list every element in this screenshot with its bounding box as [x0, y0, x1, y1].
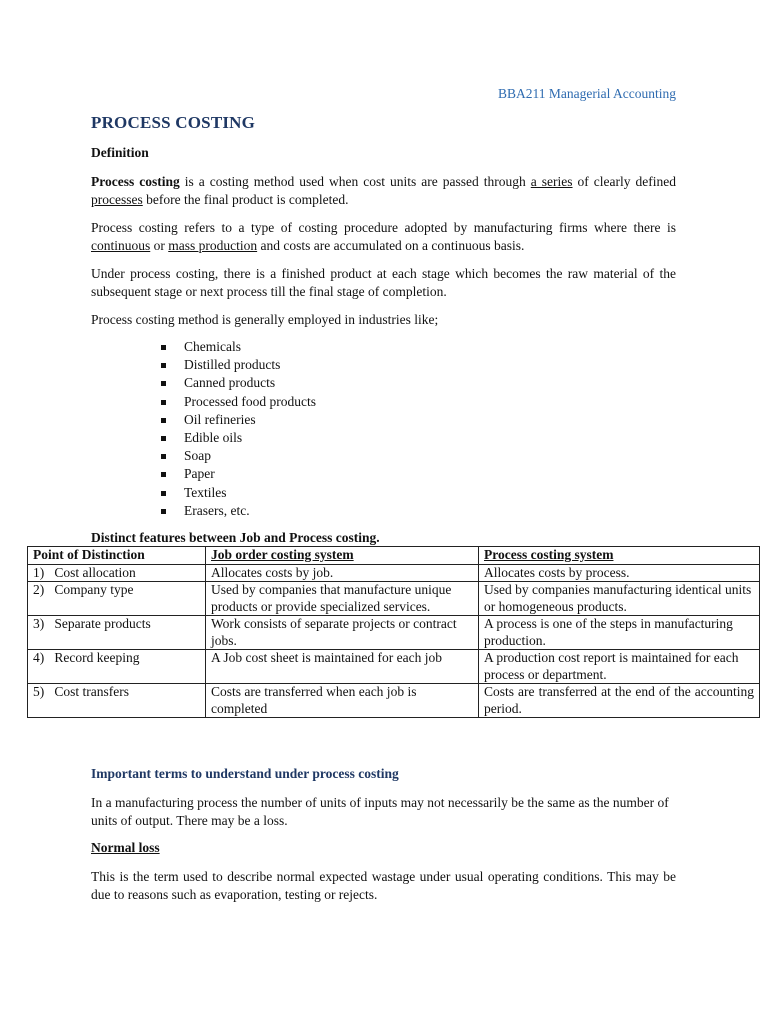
table-row [28, 684, 760, 718]
definition-paragraph-1: Process costing is a costing method used when cost units are passed through a series of clearly defined processes before the final product is completed. [91, 174, 676, 207]
list-item: Soap [160, 447, 316, 465]
cell-job: Costs are transferred when each job is completed [206, 684, 479, 718]
normal-loss-heading: Normal loss [91, 840, 160, 855]
important-terms-heading: Important terms to understand under process costing [91, 766, 399, 781]
underlined-processes: processes [91, 192, 143, 207]
list-item: Processed food products [160, 393, 316, 411]
course-header: BBA211 Managerial Accounting [498, 86, 676, 101]
column-header-job-order: Job order costing system [206, 547, 479, 565]
definition-paragraph-2: Process costing refers to a type of costing procedure adopted by manufacturing firms where there is continuous or mass production and costs are accumulated on a continuous basis. [91, 220, 676, 253]
definition-paragraph-4: Process costing method is generally employed in industries like; [91, 312, 439, 327]
cell-point: 3) Separate products [28, 616, 206, 650]
cell-point: 4) Record keeping [28, 650, 206, 684]
industries-list [160, 338, 316, 520]
list-item: Chemicals [160, 338, 316, 356]
list-item: Textiles [160, 484, 316, 502]
list-item: Distilled products [160, 356, 316, 374]
cell-process: Allocates costs by process. [478, 564, 759, 582]
underlined-a-series: a series [530, 174, 573, 189]
table-row [28, 564, 760, 582]
cell-point: 5) Cost transfers [28, 684, 206, 718]
column-header-point: Point of Distinction [28, 547, 206, 565]
list-item: Edible oils [160, 429, 316, 447]
table-row [28, 616, 760, 650]
underlined-continuous: continuous [91, 238, 151, 253]
list-item: Canned products [160, 374, 316, 392]
list-item: Erasers, etc. [160, 502, 316, 520]
list-item: Paper [160, 465, 316, 483]
comparison-table-caption: Distinct features between Job and Process costing. [91, 530, 380, 545]
important-terms-paragraph: In a manufacturing process the number of units of inputs may not necessarily be the same as the number of units of output. There may be a loss. [91, 795, 669, 828]
table-row [28, 582, 760, 616]
definition-paragraph-3: Under process costing, there is a finished product at each stage which becomes the raw material of the subsequent stage or next process till the final stage of completion. [91, 266, 676, 299]
cell-process: A process is one of the steps in manufacturing production. [478, 616, 759, 650]
cell-job: Allocates costs by job. [206, 564, 479, 582]
table-header-row [28, 547, 760, 565]
cell-job: A Job cost sheet is maintained for each job [206, 650, 479, 684]
list-item: Oil refineries [160, 411, 316, 429]
cell-process: Used by companies manufacturing identical units or homogeneous products. [478, 582, 759, 616]
cell-point: 1) Cost allocation [28, 564, 206, 582]
cell-job: Work consists of separate projects or contract jobs. [206, 616, 479, 650]
cell-job: Used by companies that manufacture unique products or provide specialized services. [206, 582, 479, 616]
normal-loss-paragraph: This is the term used to describe normal expected wastage under usual operating conditions. This may be due to reasons such as evaporation, testing or rejects. [91, 869, 676, 902]
definition-heading: Definition [91, 145, 149, 160]
term-process-costing: Process costing [91, 174, 180, 189]
cell-process: A production cost report is maintained for each process or department. [478, 650, 759, 684]
cell-process: Costs are transferred at the end of the accounting period. [478, 684, 759, 718]
comparison-table [27, 546, 760, 718]
page-title: PROCESS COSTING [91, 113, 256, 132]
cell-point: 2) Company type [28, 582, 206, 616]
column-header-process: Process costing system [478, 547, 759, 565]
table-row [28, 650, 760, 684]
underlined-mass-production: mass production [168, 238, 258, 253]
